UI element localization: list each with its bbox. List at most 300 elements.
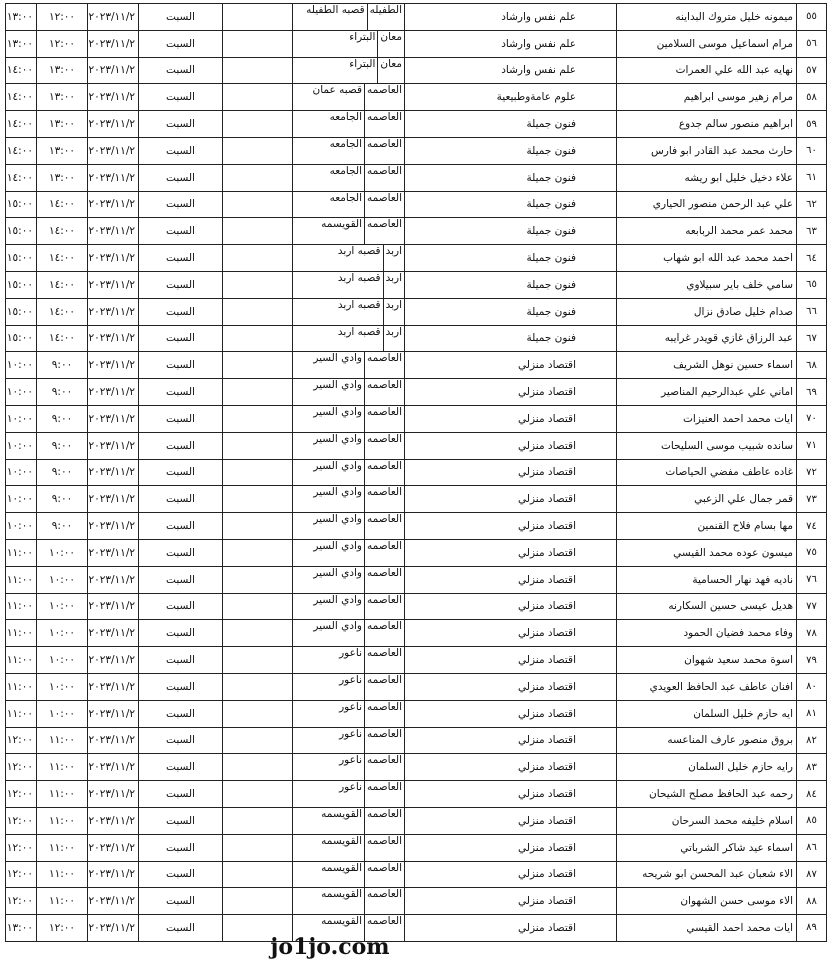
start-time: ١١:٠٠ <box>37 754 88 781</box>
empty-cell <box>223 754 293 781</box>
empty-cell <box>223 137 293 164</box>
district: الجامعه <box>329 191 362 204</box>
exam-day: السبت <box>139 30 223 57</box>
district: وادي السير <box>313 459 362 472</box>
specialization: اقتصاد منزلي <box>405 513 617 540</box>
specialization: علم نفس وارشاد <box>405 4 617 31</box>
district: البتراء <box>349 30 376 43</box>
specialization: فنون جميلة <box>405 111 617 138</box>
row-number: ٦٦ <box>797 298 827 325</box>
district: ناعور <box>339 727 362 740</box>
site-watermark: jo1jo.com <box>270 934 390 960</box>
specialization: اقتصاد منزلي <box>405 700 617 727</box>
exam-day: السبت <box>139 754 223 781</box>
student-name: وفاء محمد فضيان الحمود <box>617 620 797 647</box>
exam-day: السبت <box>139 486 223 513</box>
exam-day: السبت <box>139 111 223 138</box>
table-row <box>6 647 827 674</box>
directorate: معان <box>377 58 404 84</box>
start-time: ١٣:٠٠ <box>37 111 88 138</box>
directorate-cell <box>293 861 405 888</box>
row-number: ٦٤ <box>797 245 827 272</box>
student-name: نهايه عبد الله علي العمرات <box>617 57 797 84</box>
empty-cell <box>223 647 293 674</box>
exam-day: السبت <box>139 647 223 674</box>
specialization: فنون جميلة <box>405 325 617 352</box>
table-row <box>6 111 827 138</box>
empty-cell <box>223 352 293 379</box>
district: قصبه اربد <box>337 245 381 258</box>
exam-date: ٢٠٢٣/١١/٢ <box>88 781 139 808</box>
empty-cell <box>223 405 293 432</box>
directorate: العاصمه <box>364 433 404 459</box>
directorate-cell <box>293 218 405 245</box>
row-number: ٧٧ <box>797 593 827 620</box>
end-time: ١١:٠٠ <box>6 647 37 674</box>
table-row <box>6 4 827 31</box>
district: وادي السير <box>313 352 362 365</box>
student-name: ميسون عوده محمد القيسي <box>617 539 797 566</box>
row-number: ٨٦ <box>797 834 827 861</box>
table-row <box>6 405 827 432</box>
empty-cell <box>223 379 293 406</box>
directorate: العاصمه <box>364 218 404 244</box>
exam-date: ٢٠٢٣/١١/٢ <box>88 218 139 245</box>
end-time: ١٣:٠٠ <box>6 30 37 57</box>
table-row <box>6 861 827 888</box>
row-number: ٦٩ <box>797 379 827 406</box>
student-name: افنان عاطف عبد الحافظ العويدي <box>617 673 797 700</box>
directorate: العاصمه <box>364 486 404 512</box>
district: وادي السير <box>313 539 362 552</box>
table-row <box>6 459 827 486</box>
row-number: ٦١ <box>797 164 827 191</box>
table-row <box>6 620 827 647</box>
directorate: معان <box>377 31 404 57</box>
exam-day: السبت <box>139 218 223 245</box>
table-row <box>6 754 827 781</box>
directorate: العاصمه <box>364 647 404 673</box>
empty-cell <box>223 700 293 727</box>
exam-date: ٢٠٢٣/١١/٢ <box>88 164 139 191</box>
end-time: ١٢:٠٠ <box>6 807 37 834</box>
student-name: محمد عمر محمد الربابعه <box>617 218 797 245</box>
exam-date: ٢٠٢٣/١١/٢ <box>88 325 139 352</box>
exam-date: ٢٠٢٣/١١/٢ <box>88 405 139 432</box>
district: قصبه عمان <box>312 84 362 97</box>
student-name: اسماء عيد شاكر الشرباتي <box>617 834 797 861</box>
directorate: العاصمه <box>364 754 404 780</box>
end-time: ١٤:٠٠ <box>6 164 37 191</box>
start-time: ١٠:٠٠ <box>37 620 88 647</box>
exam-day: السبت <box>139 298 223 325</box>
row-number: ٧٣ <box>797 486 827 513</box>
directorate-cell <box>293 4 405 31</box>
end-time: ١٤:٠٠ <box>6 84 37 111</box>
row-number: ٧٤ <box>797 513 827 540</box>
directorate-cell <box>293 539 405 566</box>
student-name: الاء موسى حسن الشهوان <box>617 888 797 915</box>
start-time: ٩:٠٠ <box>37 513 88 540</box>
row-number: ٨٧ <box>797 861 827 888</box>
table-row <box>6 673 827 700</box>
exam-date: ٢٠٢٣/١١/٢ <box>88 352 139 379</box>
student-name: قمر جمال علي الزعبي <box>617 486 797 513</box>
specialization: فنون جميلة <box>405 298 617 325</box>
district: وادي السير <box>313 405 362 418</box>
empty-cell <box>223 727 293 754</box>
exam-day: السبت <box>139 593 223 620</box>
end-time: ١٠:٠٠ <box>6 459 37 486</box>
exam-date: ٢٠٢٣/١١/٢ <box>88 84 139 111</box>
student-name: رحمه عبد الحافظ مصلح الشيحان <box>617 781 797 808</box>
empty-cell <box>223 111 293 138</box>
empty-cell <box>223 593 293 620</box>
directorate-cell <box>293 727 405 754</box>
start-time: ١٤:٠٠ <box>37 325 88 352</box>
row-number: ٧٩ <box>797 647 827 674</box>
table-row <box>6 888 827 915</box>
student-name: هديل عيسى حسين السكارنه <box>617 593 797 620</box>
exam-date: ٢٠٢٣/١١/٢ <box>88 298 139 325</box>
student-name: ايه حازم خليل السلمان <box>617 700 797 727</box>
table-row <box>6 834 827 861</box>
directorate: العاصمه <box>364 406 404 432</box>
start-time: ١١:٠٠ <box>37 834 88 861</box>
directorate: العاصمه <box>364 888 404 914</box>
student-name: اماني علي عبدالرحيم المناصير <box>617 379 797 406</box>
exam-date: ٢٠٢٣/١١/٢ <box>88 539 139 566</box>
empty-cell <box>223 781 293 808</box>
empty-cell <box>223 245 293 272</box>
exam-day: السبت <box>139 325 223 352</box>
exam-date: ٢٠٢٣/١١/٢ <box>88 727 139 754</box>
exam-schedule-table <box>5 3 827 942</box>
row-number: ٥٦ <box>797 30 827 57</box>
district: وادي السير <box>313 379 362 392</box>
exam-day: السبت <box>139 84 223 111</box>
exam-day: السبت <box>139 432 223 459</box>
start-time: ١١:٠٠ <box>37 727 88 754</box>
student-name: مها بسام فلاح القنمين <box>617 513 797 540</box>
end-time: ١١:٠٠ <box>6 566 37 593</box>
directorate-cell <box>293 888 405 915</box>
start-time: ١٤:٠٠ <box>37 271 88 298</box>
end-time: ١٠:٠٠ <box>6 379 37 406</box>
start-time: ٩:٠٠ <box>37 405 88 432</box>
student-name: اسلام خليفه محمد السرحان <box>617 807 797 834</box>
start-time: ١٢:٠٠ <box>37 4 88 31</box>
directorate-cell <box>293 298 405 325</box>
end-time: ١٢:٠٠ <box>6 781 37 808</box>
table-row <box>6 700 827 727</box>
specialization: علم نفس وارشاد <box>405 30 617 57</box>
table-row <box>6 164 827 191</box>
directorate-cell <box>293 807 405 834</box>
directorate: العاصمه <box>364 513 404 539</box>
district: الجامعه <box>329 137 362 150</box>
district: وادي السير <box>313 566 362 579</box>
end-time: ١٠:٠٠ <box>6 432 37 459</box>
exam-date: ٢٠٢٣/١١/٢ <box>88 30 139 57</box>
district: قصبه اربد <box>337 271 381 284</box>
table-row <box>6 245 827 272</box>
end-time: ١١:٠٠ <box>6 593 37 620</box>
empty-cell <box>223 620 293 647</box>
student-name: اسوة محمد سعيد شهوان <box>617 647 797 674</box>
row-number: ٨٣ <box>797 754 827 781</box>
directorate-cell <box>293 566 405 593</box>
empty-cell <box>223 566 293 593</box>
directorate: العاصمه <box>364 915 404 941</box>
specialization: اقتصاد منزلي <box>405 352 617 379</box>
exam-date: ٢٠٢٣/١١/٢ <box>88 834 139 861</box>
exam-date: ٢٠٢٣/١١/٢ <box>88 137 139 164</box>
end-time: ١٤:٠٠ <box>6 137 37 164</box>
specialization: اقتصاد منزلي <box>405 432 617 459</box>
table-row <box>6 566 827 593</box>
exam-date: ٢٠٢٣/١١/٢ <box>88 593 139 620</box>
student-name: رايه حازم خليل السلمان <box>617 754 797 781</box>
exam-day: السبت <box>139 405 223 432</box>
end-time: ١١:٠٠ <box>6 700 37 727</box>
row-number: ٦٧ <box>797 325 827 352</box>
row-number: ٧٢ <box>797 459 827 486</box>
row-number: ٨٨ <box>797 888 827 915</box>
exam-date: ٢٠٢٣/١١/٢ <box>88 57 139 84</box>
empty-cell <box>223 539 293 566</box>
directorate-cell <box>293 30 405 57</box>
start-time: ١٠:٠٠ <box>37 566 88 593</box>
row-number: ٨١ <box>797 700 827 727</box>
directorate-cell <box>293 164 405 191</box>
row-number: ٧٦ <box>797 566 827 593</box>
district: الجامعه <box>329 111 362 124</box>
specialization: فنون جميلة <box>405 271 617 298</box>
exam-day: السبت <box>139 673 223 700</box>
district: وادي السير <box>313 432 362 445</box>
directorate-cell <box>293 191 405 218</box>
directorate-cell <box>293 754 405 781</box>
empty-cell <box>223 164 293 191</box>
end-time: ١٠:٠٠ <box>6 486 37 513</box>
directorate: العاصمه <box>364 352 404 378</box>
empty-cell <box>223 459 293 486</box>
directorate: العاصمه <box>364 594 404 620</box>
directorate-cell <box>293 137 405 164</box>
row-number: ٧٠ <box>797 405 827 432</box>
directorate: العاصمه <box>364 620 404 646</box>
specialization: علم نفس وارشاد <box>405 57 617 84</box>
table-row <box>6 57 827 84</box>
exam-day: السبت <box>139 4 223 31</box>
table-body <box>6 4 827 942</box>
exam-date: ٢٠٢٣/١١/٢ <box>88 271 139 298</box>
specialization: اقتصاد منزلي <box>405 727 617 754</box>
specialization: اقتصاد منزلي <box>405 620 617 647</box>
row-number: ٧٥ <box>797 539 827 566</box>
district: ناعور <box>339 647 362 660</box>
exam-date: ٢٠٢٣/١١/٢ <box>88 673 139 700</box>
end-time: ١٥:٠٠ <box>6 325 37 352</box>
directorate-cell <box>293 513 405 540</box>
directorate-cell <box>293 271 405 298</box>
exam-day: السبت <box>139 781 223 808</box>
exam-date: ٢٠٢٣/١١/٢ <box>88 379 139 406</box>
specialization: فنون جميلة <box>405 137 617 164</box>
empty-cell <box>223 218 293 245</box>
empty-cell <box>223 84 293 111</box>
specialization: اقتصاد منزلي <box>405 888 617 915</box>
start-time: ١٤:٠٠ <box>37 218 88 245</box>
directorate-cell <box>293 647 405 674</box>
exam-date: ٢٠٢٣/١١/٢ <box>88 513 139 540</box>
start-time: ١٤:٠٠ <box>37 191 88 218</box>
district: قصبه اربد <box>337 325 381 338</box>
specialization: اقتصاد منزلي <box>405 647 617 674</box>
specialization: علوم عامةوطبيعية <box>405 84 617 111</box>
specialization: اقتصاد منزلي <box>405 566 617 593</box>
row-number: ٦٢ <box>797 191 827 218</box>
exam-date: ٢٠٢٣/١١/٢ <box>88 4 139 31</box>
table-row <box>6 513 827 540</box>
table-row <box>6 539 827 566</box>
row-number: ٨٠ <box>797 673 827 700</box>
empty-cell <box>223 673 293 700</box>
directorate: العاصمه <box>364 674 404 700</box>
table-row <box>6 432 827 459</box>
district: ناعور <box>339 673 362 686</box>
empty-cell <box>223 513 293 540</box>
exam-date: ٢٠٢٣/١١/٢ <box>88 861 139 888</box>
end-time: ١٣:٠٠ <box>6 4 37 31</box>
specialization: اقتصاد منزلي <box>405 754 617 781</box>
directorate-cell <box>293 352 405 379</box>
directorate-cell <box>293 593 405 620</box>
exam-date: ٢٠٢٣/١١/٢ <box>88 432 139 459</box>
start-time: ١٠:٠٠ <box>37 647 88 674</box>
end-time: ١٢:٠٠ <box>6 861 37 888</box>
start-time: ٩:٠٠ <box>37 486 88 513</box>
empty-cell <box>223 486 293 513</box>
directorate: اربد <box>383 245 404 271</box>
specialization: اقتصاد منزلي <box>405 915 617 942</box>
district: القويسمه <box>321 888 362 901</box>
district: قصبه اربد <box>337 298 381 311</box>
exam-date: ٢٠٢٣/١١/٢ <box>88 459 139 486</box>
end-time: ١٥:٠٠ <box>6 191 37 218</box>
directorate-cell <box>293 111 405 138</box>
exam-date: ٢٠٢٣/١١/٢ <box>88 245 139 272</box>
directorate: العاصمه <box>364 567 404 593</box>
specialization: فنون جميلة <box>405 218 617 245</box>
end-time: ١٥:٠٠ <box>6 218 37 245</box>
start-time: ١١:٠٠ <box>37 807 88 834</box>
directorate: اربد <box>383 272 404 298</box>
student-name: اسماء حسين نوهل الشريف <box>617 352 797 379</box>
end-time: ١٠:٠٠ <box>6 352 37 379</box>
exam-date: ٢٠٢٣/١١/٢ <box>88 191 139 218</box>
student-name: غاده عاطف مفضي الحياصات <box>617 459 797 486</box>
student-name: علي عبد الرحمن منصور الحياري <box>617 191 797 218</box>
directorate-cell <box>293 57 405 84</box>
directorate-cell <box>293 700 405 727</box>
exam-day: السبت <box>139 807 223 834</box>
end-time: ١٥:٠٠ <box>6 245 37 272</box>
empty-cell <box>223 4 293 31</box>
district: وادي السير <box>313 593 362 606</box>
district: القويسمه <box>321 915 362 928</box>
specialization: فنون جميلة <box>405 191 617 218</box>
row-number: ٥٥ <box>797 4 827 31</box>
empty-cell <box>223 191 293 218</box>
exam-day: السبت <box>139 164 223 191</box>
table-row <box>6 325 827 352</box>
directorate: العاصمه <box>364 862 404 888</box>
directorate-cell <box>293 379 405 406</box>
start-time: ١٣:٠٠ <box>37 137 88 164</box>
schedule-sheet <box>5 3 826 942</box>
table-row <box>6 781 827 808</box>
exam-day: السبت <box>139 888 223 915</box>
exam-day: السبت <box>139 727 223 754</box>
directorate-cell <box>293 405 405 432</box>
student-name: سانده شبيب موسى السليحات <box>617 432 797 459</box>
directorate-cell <box>293 432 405 459</box>
row-number: ٧٨ <box>797 620 827 647</box>
student-name: الاء شعبان عبد المحسن ابو شريحه <box>617 861 797 888</box>
start-time: ١٤:٠٠ <box>37 298 88 325</box>
empty-cell <box>223 325 293 352</box>
directorate: العاصمه <box>364 835 404 861</box>
row-number: ٥٨ <box>797 84 827 111</box>
student-name: بروق منصور عارف المناعسه <box>617 727 797 754</box>
student-name: ايات محمد احمد القيسي <box>617 915 797 942</box>
table-row <box>6 727 827 754</box>
specialization: اقتصاد منزلي <box>405 405 617 432</box>
directorate-cell <box>293 325 405 352</box>
district: ناعور <box>339 700 362 713</box>
exam-date: ٢٠٢٣/١١/٢ <box>88 620 139 647</box>
end-time: ١٠:٠٠ <box>6 405 37 432</box>
directorate-cell <box>293 84 405 111</box>
directorate: اربد <box>383 299 404 325</box>
end-time: ١٥:٠٠ <box>6 298 37 325</box>
directorate: العاصمه <box>364 808 404 834</box>
start-time: ١٠:٠٠ <box>37 700 88 727</box>
end-time: ١٤:٠٠ <box>6 111 37 138</box>
end-time: ١٥:٠٠ <box>6 271 37 298</box>
start-time: ١٣:٠٠ <box>37 84 88 111</box>
directorate-cell <box>293 620 405 647</box>
specialization: فنون جميلة <box>405 164 617 191</box>
specialization: اقتصاد منزلي <box>405 781 617 808</box>
directorate: العاصمه <box>364 728 404 754</box>
specialization: اقتصاد منزلي <box>405 834 617 861</box>
exam-date: ٢٠٢٣/١١/٢ <box>88 647 139 674</box>
directorate: العاصمه <box>364 701 404 727</box>
student-name: ايات محمد احمد العنيزات <box>617 405 797 432</box>
student-name: ميمونه خليل متروك البداينه <box>617 4 797 31</box>
district: القويسمه <box>321 218 362 231</box>
exam-day: السبت <box>139 57 223 84</box>
exam-day: السبت <box>139 861 223 888</box>
directorate-cell <box>293 834 405 861</box>
row-number: ٨٤ <box>797 781 827 808</box>
student-name: علاء دخيل خليل ابو ريشه <box>617 164 797 191</box>
exam-day: السبت <box>139 352 223 379</box>
start-time: ٩:٠٠ <box>37 352 88 379</box>
